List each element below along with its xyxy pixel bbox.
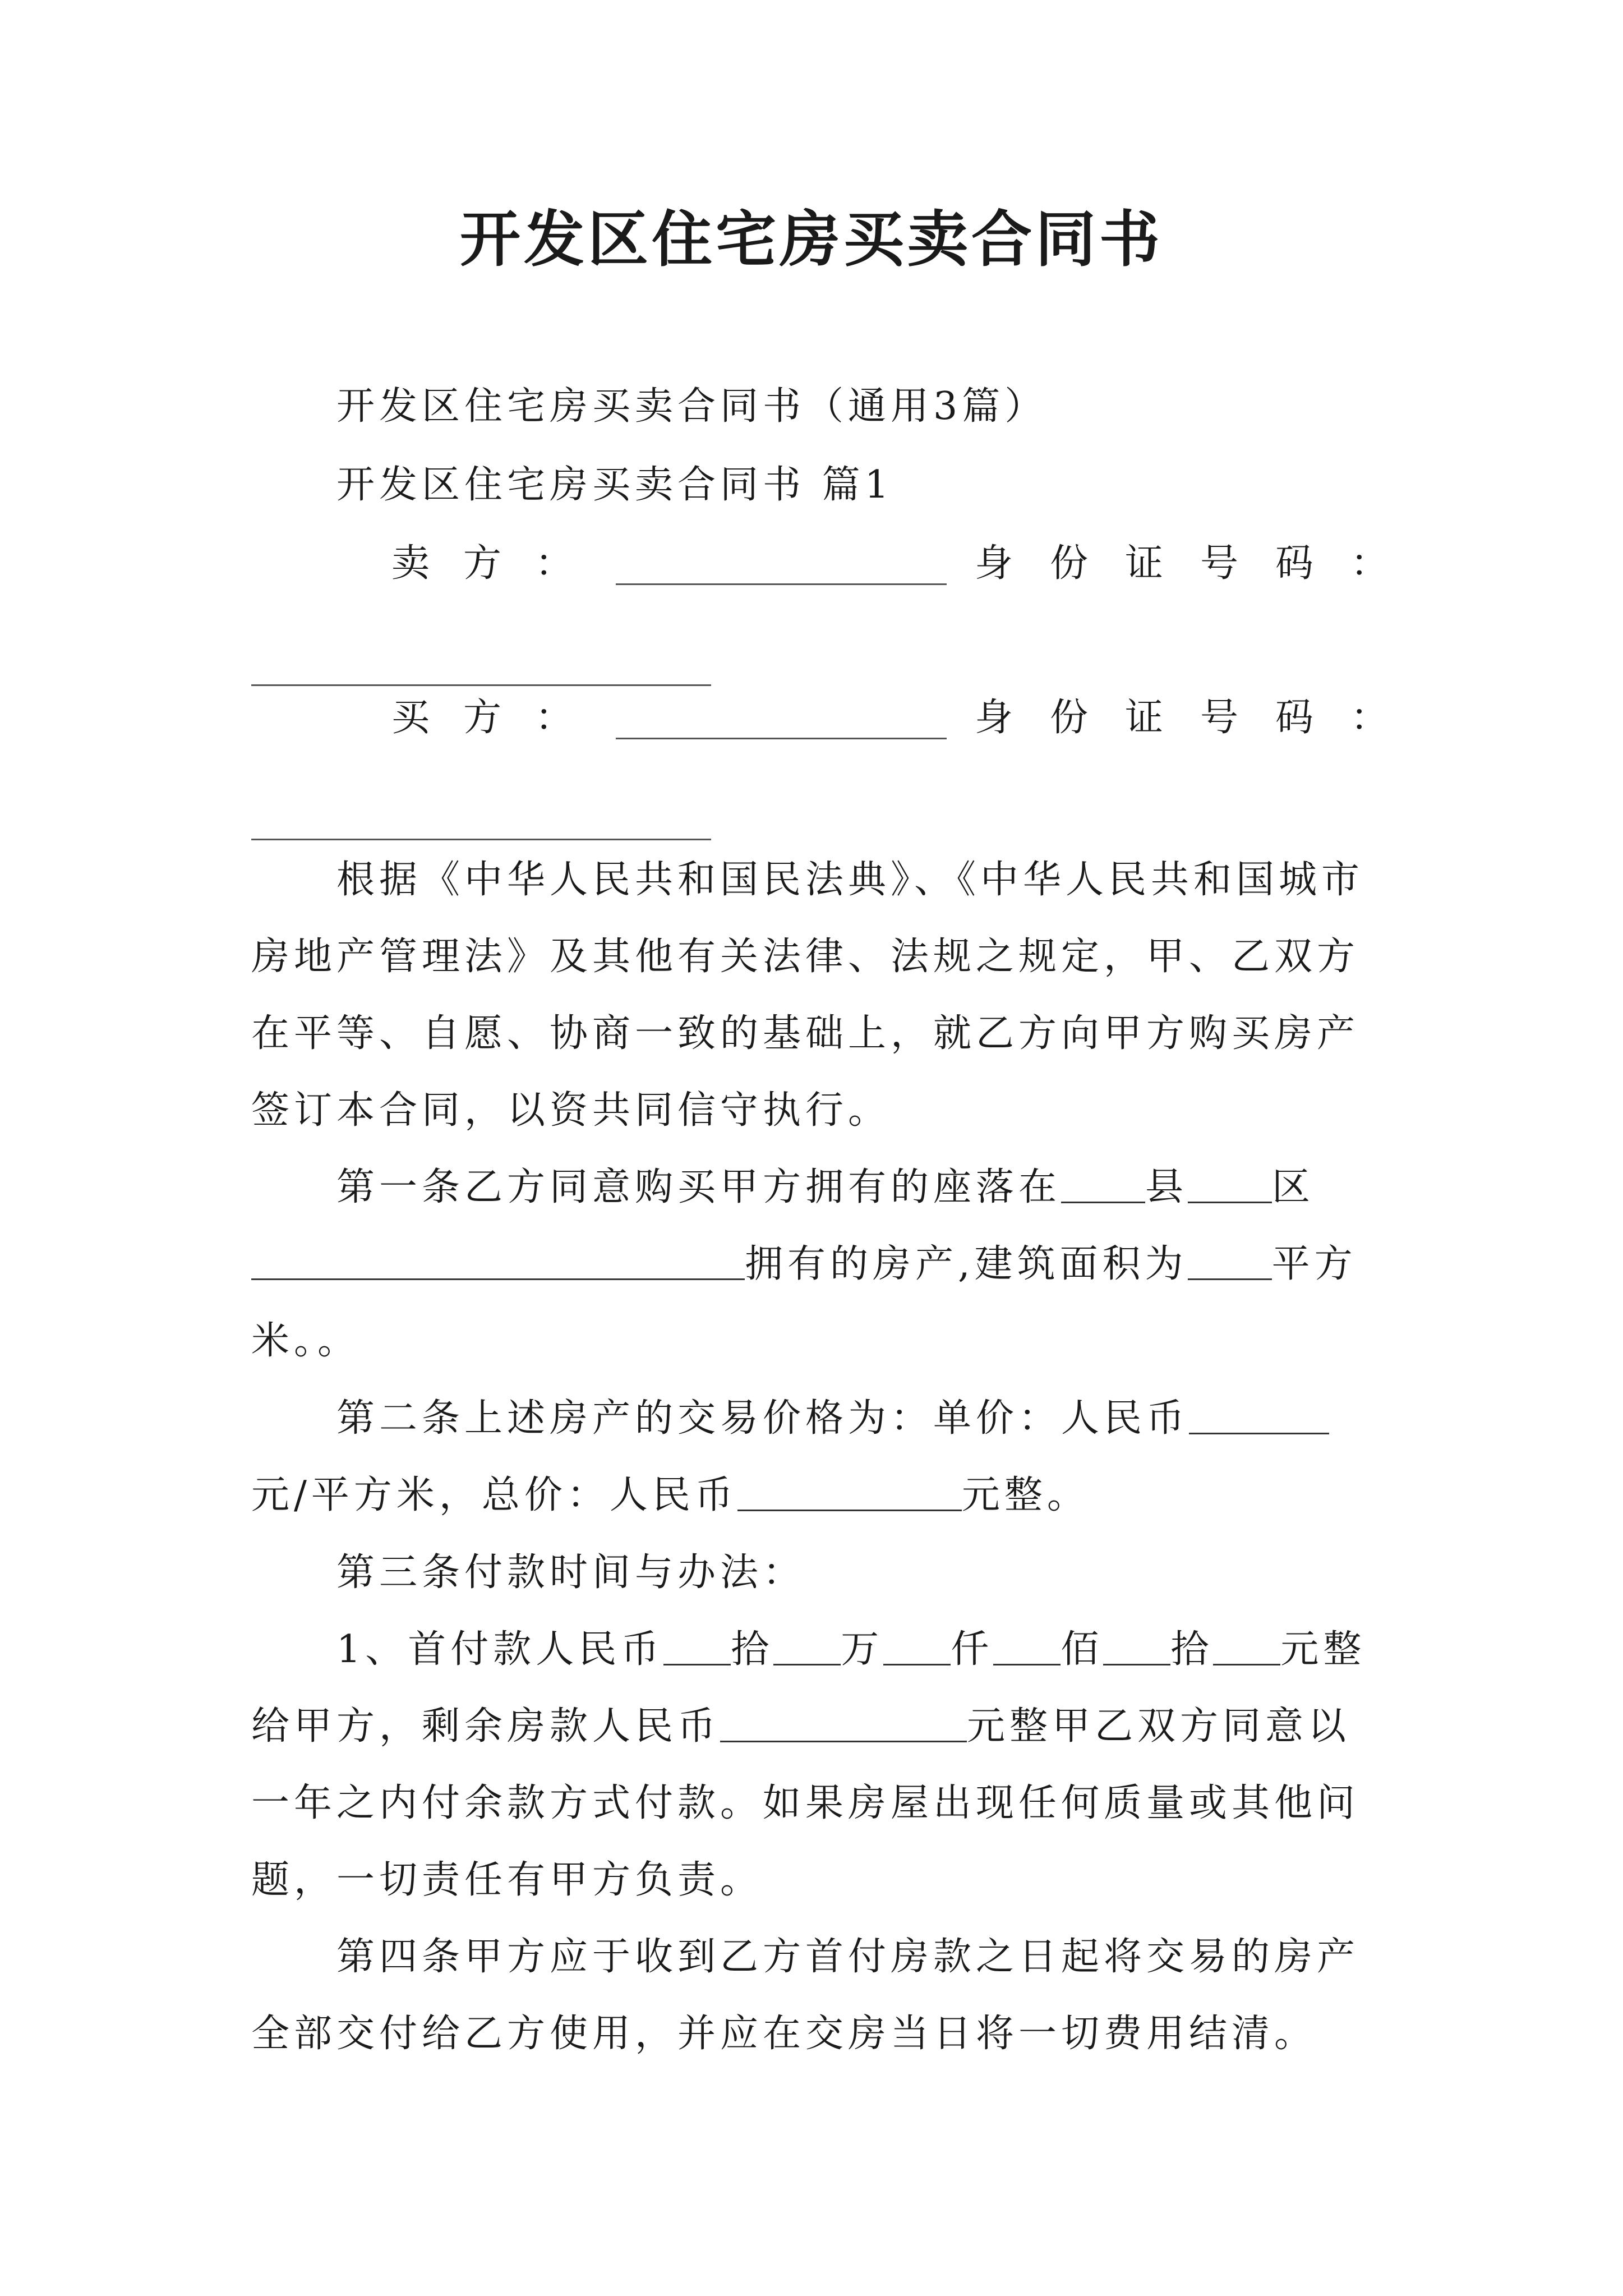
remaining-blank <box>720 1709 967 1742</box>
article-1-text: 第一条乙方同意购买甲方拥有的座落在 <box>336 1165 1062 1209</box>
county-blank-2 <box>1188 1170 1272 1203</box>
article-1-county: 县 <box>1145 1165 1188 1209</box>
subtitle-part: 开发区住宅房买卖合同书 篇1 <box>336 463 893 507</box>
blank-c <box>883 1632 951 1665</box>
article-4: 第四条甲方应于收到乙方首付房款之日起将交易的房产全部交付给乙方使用，并应在交房当日将一切费用结清。 <box>251 1935 1360 2056</box>
article-1-district: 区 <box>1272 1165 1315 1209</box>
unit-qian: 仟 <box>951 1627 994 1672</box>
payment-terms: 元整甲乙双方同意以一年之内付余款方式付款。如果房屋出现任何质量或其他问题，一切责任有甲方负责。 <box>251 1704 1360 1902</box>
seller-label: 卖方： <box>391 541 607 586</box>
article-3: 第三条付款时间与办法： <box>336 1550 806 1595</box>
unit-shi-2: 拾 <box>1170 1627 1214 1672</box>
county-blank <box>1061 1170 1145 1203</box>
address-blank <box>251 1247 745 1280</box>
unit-bai: 佰 <box>1061 1627 1104 1672</box>
blank-f <box>1213 1632 1280 1665</box>
unit-wan: 万 <box>841 1627 884 1672</box>
article-1 <box>251 1149 1378 1379</box>
article-3-item-1 <box>251 1611 1378 1918</box>
blank-d <box>993 1632 1061 1665</box>
article-2 <box>251 1380 1378 1534</box>
document-title: 开发区住宅房买卖合同书 <box>459 205 1163 275</box>
unit-shi: 拾 <box>731 1627 774 1672</box>
area-blank <box>1188 1247 1272 1280</box>
blank-b <box>773 1632 841 1665</box>
blank-a <box>663 1632 731 1665</box>
article-1-area-text: 拥有的房产,建筑面积为 <box>745 1242 1188 1286</box>
remaining-text: 元整给甲方，剩余房款人民币 <box>251 1627 1366 1749</box>
seller-id-label: 身份证号码： <box>975 541 1426 586</box>
down-payment-text: 1、首付款人民币 <box>336 1627 664 1672</box>
seller-name-blank <box>616 583 947 585</box>
article-1-unit: 平方米。。 <box>251 1242 1357 1363</box>
blank-e <box>1103 1632 1170 1665</box>
preamble-paragraph: 根据《中华人民共和国民法典》、《中华人民共和国城市房地产管理法》及其他有关法律、法规之规定，甲、乙双方在平等、自愿、协商一致的基础上，就乙方向甲方购买房产签订本合同，以资共同信守执行。 <box>251 858 1364 1133</box>
buyer-name-blank <box>616 738 947 739</box>
total-price-blank <box>737 1478 962 1511</box>
article-2-text: 第二条上述房产的交易价格为：单价：人民币 <box>336 1396 1189 1441</box>
subtitle-collection: 开发区住宅房买卖合同书（通用3篇） <box>336 384 1048 429</box>
seller-id-blank <box>251 684 711 686</box>
article-2-total-text: 元/平方米，总价：人民币 <box>251 1473 737 1517</box>
buyer-id-blank <box>251 839 711 840</box>
buyer-label: 买方： <box>391 696 607 740</box>
article-2-end: 元整。 <box>961 1473 1090 1517</box>
unit-price-blank <box>1189 1401 1329 1434</box>
buyer-id-label: 身份证号码： <box>975 696 1426 740</box>
